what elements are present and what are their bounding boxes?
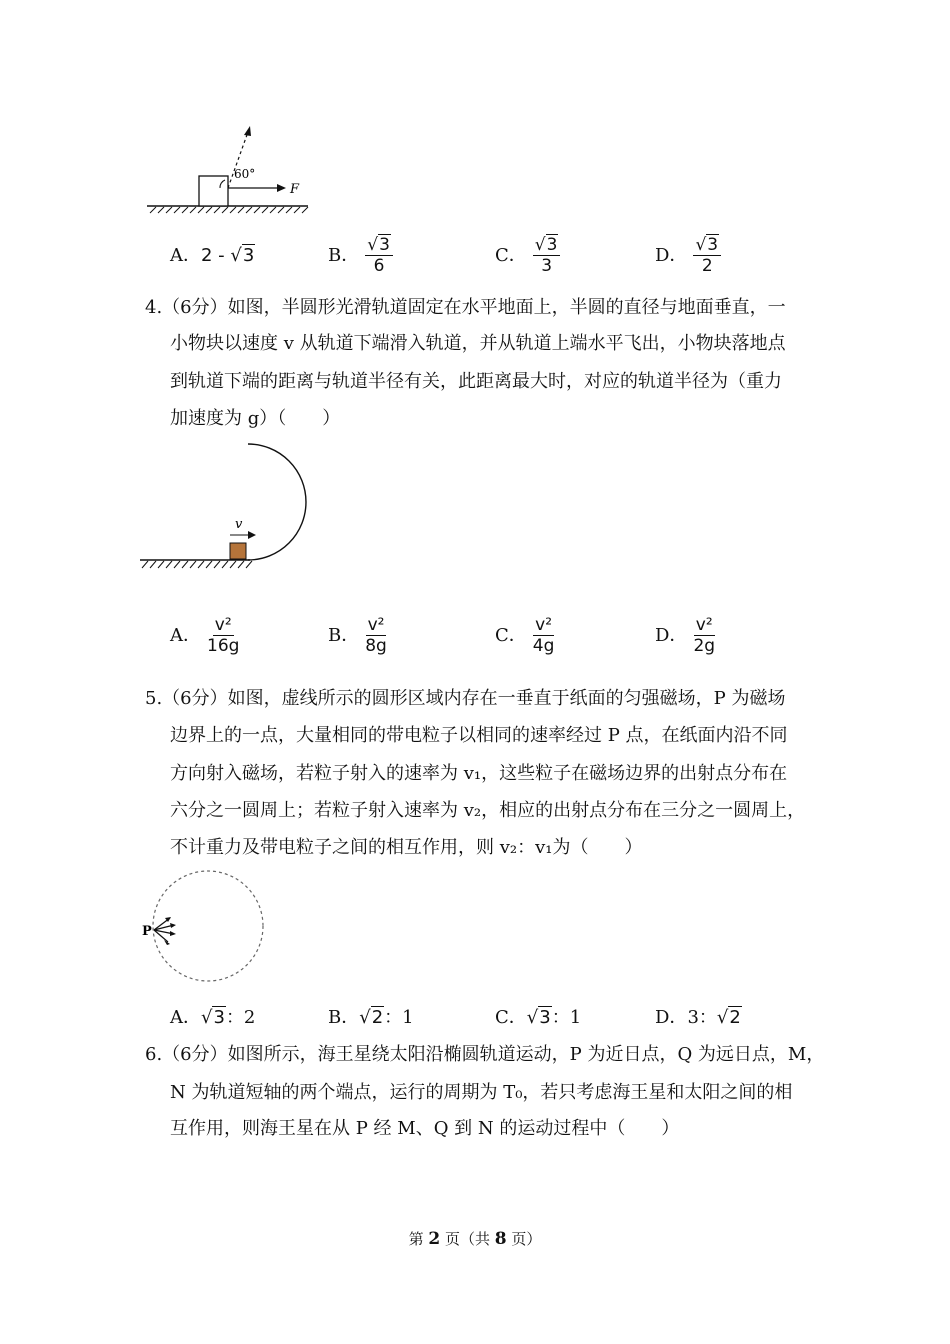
q5-option-d: D． 3： √2 <box>655 1007 741 1028</box>
q5-option-b: B． √2 ：1 <box>328 1007 414 1028</box>
q6-line-1: 6.（6分）如图所示，海王星绕太阳沿椭圆轨道运动，P 为近日点，Q 为远日点，M， <box>145 1044 825 1065</box>
q5-option-a: A． √3 ：2 <box>170 1007 256 1028</box>
q5-option-c: C． √3 ：1 <box>495 1007 582 1028</box>
angle-label: 60° <box>234 167 256 181</box>
q4-line-3: 到轨道下端的距离与轨道半径有关，此距离最大时，对应的轨道半径为（重力 <box>170 371 782 392</box>
q4-option-a: A． $\frac{\text{v²}}{16g}$ <box>170 615 240 656</box>
q6-line-2: N 为轨道短轴的两个端点，运行的周期为 T₀，若只考虑海王星和太阳之间的相 <box>170 1082 793 1103</box>
q3-option-d: D． $\frac{√3}{2}$ <box>655 235 721 276</box>
page-footer: 第 2 页（共 8 页） <box>408 1229 542 1249</box>
q5-figure <box>140 868 270 983</box>
page-number: 2 <box>428 1229 441 1249</box>
q3-option-c: C． $\frac{√3}{3}$ <box>495 235 560 276</box>
q3-option-a: A． 2 - √3 <box>170 245 255 266</box>
q4-option-c: C． $\frac{\text{v²}}{4g}$ <box>495 615 555 656</box>
q5-line-5: 不计重力及带电粒子之间的相互作用，则 v₂：v₁为（ ） <box>170 837 643 858</box>
q3-figure <box>140 118 315 218</box>
q5-line-4: 六分之一圆周上；若粒子射入速率为 v₂，相应的出射点分布在三分之一圆周上， <box>170 800 806 821</box>
q3-option-b: B． $\frac{√3}{6}$ <box>328 235 393 276</box>
q4-option-b: B． $\frac{\text{v²}}{8g}$ <box>328 615 387 656</box>
q4-line-2: 小物块以速度 v 从轨道下端滑入轨道，并从轨道上端水平飞出，小物块落地点 <box>170 333 786 354</box>
force-label: F <box>290 182 300 197</box>
q6-line-3: 互作用，则海王星在从 P 经 M、Q 到 N 的运动过程中（ ） <box>170 1118 680 1139</box>
q4-line-1: 4.（6分）如图，半圆形光滑轨道固定在水平地面上，半圆的直径与地面垂直，一 <box>145 297 786 318</box>
small-block <box>230 543 246 559</box>
total-pages: 8 <box>494 1229 507 1249</box>
velocity-label: v <box>235 517 243 532</box>
q5-line-1: 5.（6分）如图，虚线所示的圆形区域内存在一垂直于纸面的匀强磁场，P 为磁场 <box>145 688 786 709</box>
q5-line-3: 方向射入磁场，若粒子射入的速率为 v₁，这些粒子在磁场边界的出射点分布在 <box>170 763 788 784</box>
q4-figure <box>138 440 318 575</box>
q4-line-4: 加速度为 g）（ ） <box>170 408 341 429</box>
point-p-label: P <box>142 924 152 939</box>
q5-line-2: 边界上的一点，大量相同的带电粒子以相同的速率经过 P 点，在纸面内沿不同 <box>170 725 788 746</box>
q4-option-d: D． $\frac{\text{v²}}{2g}$ <box>655 615 716 656</box>
